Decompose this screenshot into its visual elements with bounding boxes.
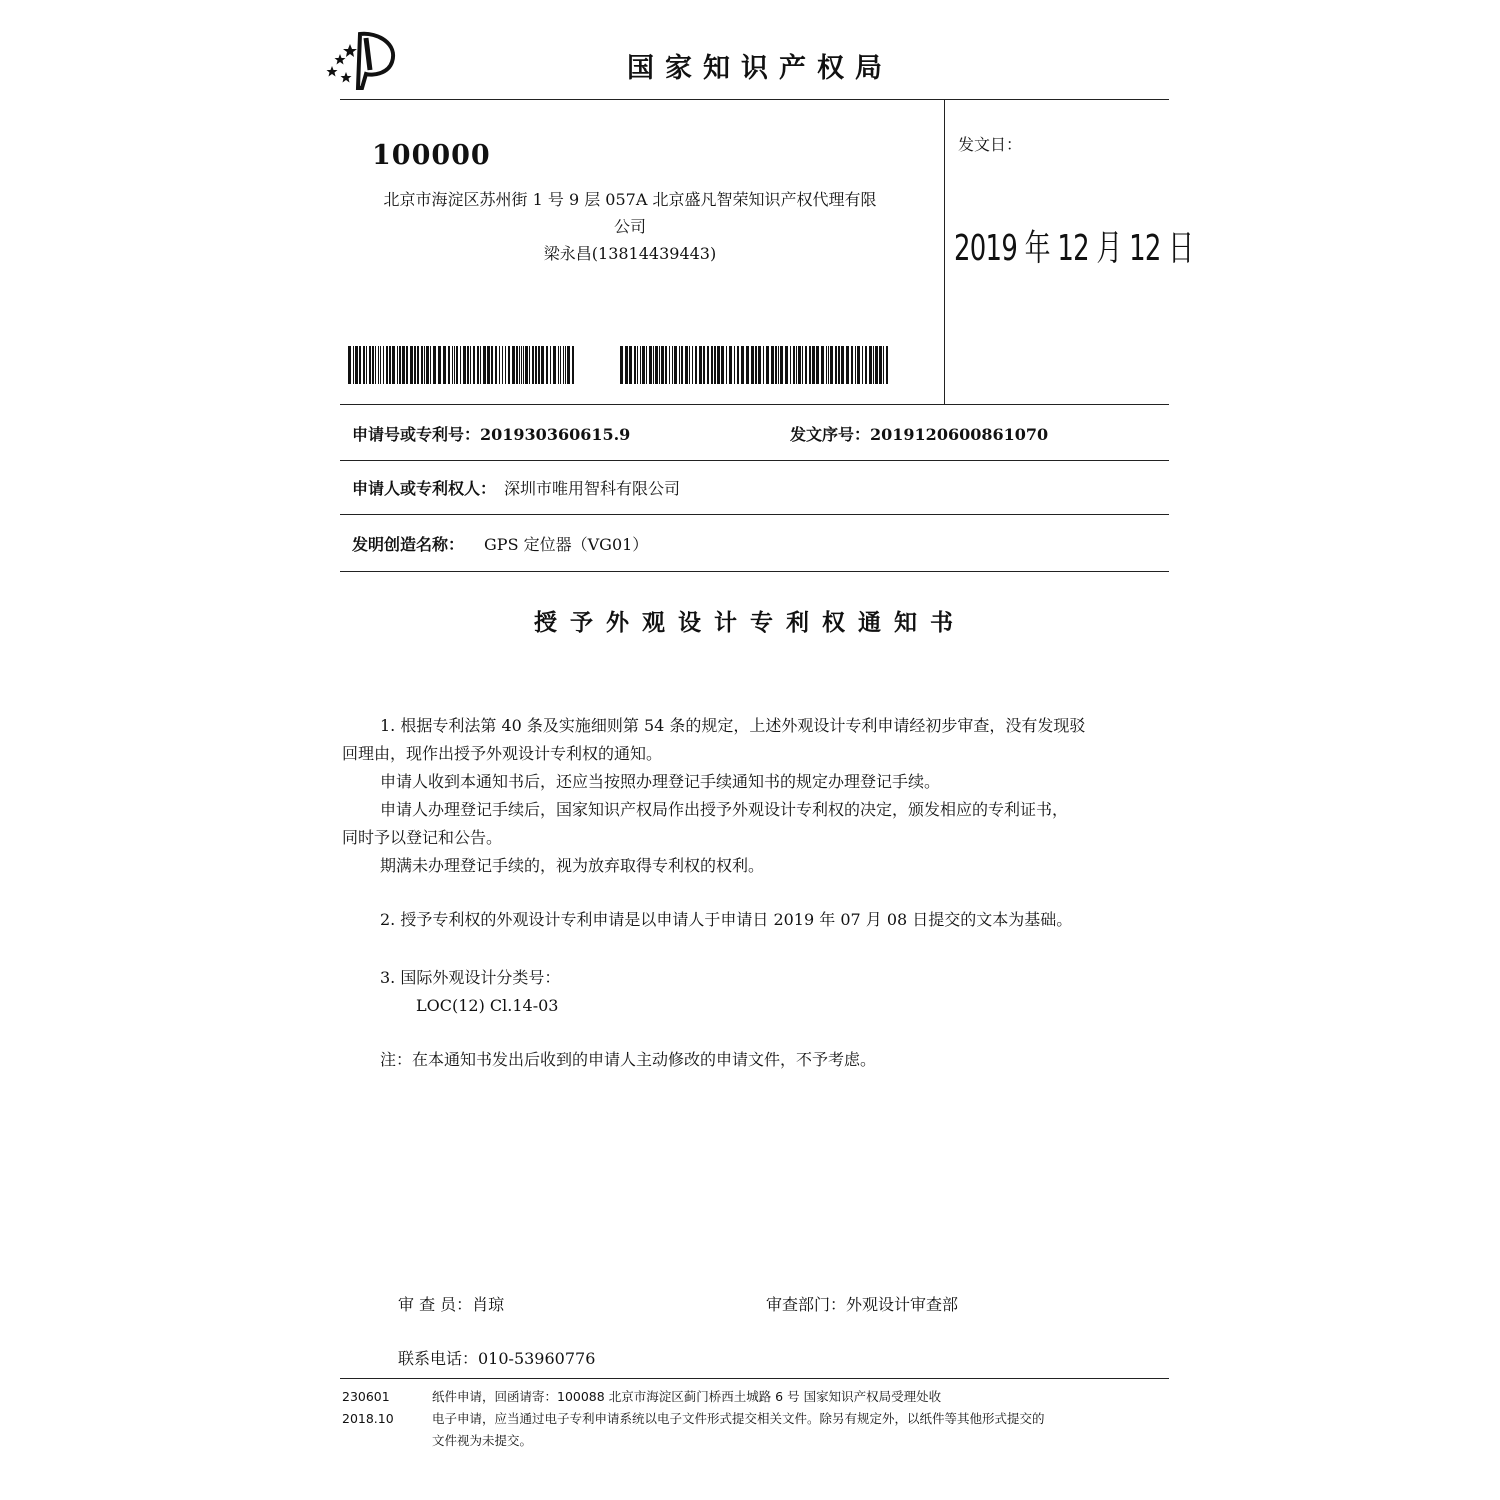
recipient-contact: 梁永昌(13814439443) xyxy=(543,244,717,263)
date-box-divider xyxy=(944,99,945,404)
notice-section-3 xyxy=(342,964,1172,1020)
application-number-label: 申请号或专利号： xyxy=(352,425,481,444)
section-1-line-6: 期满未办理登记手续的，视为放弃取得专利权的权利。 xyxy=(380,856,765,875)
row-rule-3 xyxy=(340,514,1169,515)
recipient-address xyxy=(350,186,910,267)
footer-codes xyxy=(342,1386,394,1430)
classification-code: LOC(12) Cl.14-03 xyxy=(416,996,559,1015)
cnipa-emblem-icon xyxy=(322,30,402,90)
form-version: 2018.10 xyxy=(342,1411,394,1426)
applicant-label: 申请人或专利权人： xyxy=(352,479,497,498)
invention-name-row xyxy=(352,532,648,555)
footer-line-2: 电子申请，应当通过电子专利申请系统以电子文件形式提交相关文件。除另有规定外，以纸件等其他形式提交的 xyxy=(432,1411,1045,1426)
notice-section-2 xyxy=(342,906,1172,934)
row-rule-4 xyxy=(340,571,1169,572)
applicant-row xyxy=(352,476,680,499)
section-1-line-4: 申请人办理登记手续后，国家知识产权局作出授予外观设计专利权的决定，颁发相应的专利证书， xyxy=(380,800,1069,819)
examination-department: 审查部门：外观设计审查部 xyxy=(766,1295,959,1314)
postcode: 100000 xyxy=(372,140,491,171)
examiner: 审 查 员：肖琼 xyxy=(398,1295,505,1314)
notice-note xyxy=(342,1046,1172,1074)
serial-number-value: 2019120600861070 xyxy=(870,425,1049,444)
contact-phone: 联系电话：010-53960776 xyxy=(398,1349,596,1368)
notice-title: 授予外观设计专利权通知书 xyxy=(534,610,966,636)
section-1-line-3: 申请人收到本通知书后，还应当按照办理登记手续通知书的规定办理登记手续。 xyxy=(380,772,941,791)
form-code: 230601 xyxy=(342,1389,390,1404)
address-line-1: 北京市海淀区苏州街 1 号 9 层 057A 北京盛凡智荣知识产权代理有限 xyxy=(383,190,877,209)
footer-rule xyxy=(340,1378,1169,1379)
issue-date-label: 发文日： xyxy=(958,135,1023,154)
barcode-left xyxy=(348,346,576,384)
serial-number-label: 发文序号： xyxy=(790,425,871,444)
section-1-line-2: 回理由，现作出授予外观设计专利权的通知。 xyxy=(342,744,663,763)
footer-instructions xyxy=(432,1386,1172,1452)
row-rule-1 xyxy=(340,404,1169,405)
footer-line-3: 文件视为未提交。 xyxy=(432,1433,533,1448)
issue-date-stamp: 2019 年 12 月 12 日 xyxy=(954,228,1194,269)
notice-section-1 xyxy=(342,712,1172,880)
application-number-row xyxy=(352,422,630,445)
applicant-value: 深圳市唯用智科有限公司 xyxy=(504,479,681,498)
application-number-value: 201930360615.9 xyxy=(480,425,631,444)
note-text: 注：在本通知书发出后收到的申请人主动修改的申请文件，不予考虑。 xyxy=(380,1050,877,1069)
footer-line-1: 纸件申请，回函请寄：100088 北京市海淀区蓟门桥西土城路 6 号 国家知识产权局受理处收 xyxy=(432,1389,942,1404)
section-1-line-1: 1. 根据专利法第 40 条及实施细则第 54 条的规定，上述外观设计专利申请经初步审查，没有发现驳 xyxy=(380,716,1086,735)
serial-number-row xyxy=(790,422,1048,445)
barcode-right xyxy=(620,346,890,384)
section-3-line-1: 3. 国际外观设计分类号： xyxy=(380,968,561,987)
cnipa-logo xyxy=(322,30,402,90)
invention-name-label: 发明创造名称： xyxy=(352,535,465,554)
row-rule-2 xyxy=(340,460,1169,461)
section-2-text: 2. 授予专利权的外观设计专利申请是以申请人于申请日 2019 年 07 月 08 日提交的文本为基础。 xyxy=(380,910,1073,929)
office-name: 国家知识产权局 xyxy=(627,53,893,84)
address-line-2: 公司 xyxy=(613,217,646,236)
invention-name-value: GPS 定位器（VG01） xyxy=(484,535,649,554)
section-1-line-5: 同时予以登记和公告。 xyxy=(342,828,503,847)
header-rule xyxy=(340,99,1169,100)
